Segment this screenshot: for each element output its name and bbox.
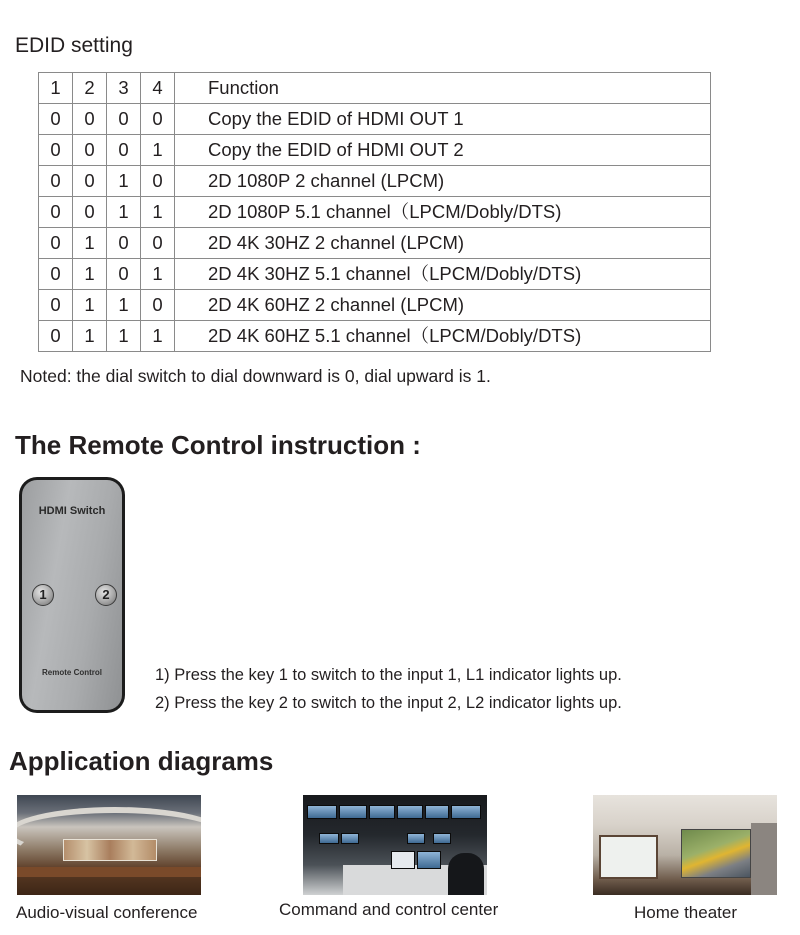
function-cell: 2D 4K 60HZ 5.1 channel（LPCM/Dobly/DTS): [175, 321, 711, 352]
bit-cell: 0: [39, 228, 73, 259]
monitor: [369, 805, 395, 819]
monitor: [407, 833, 425, 844]
edid-table: [38, 72, 711, 352]
bit-cell: 0: [107, 135, 141, 166]
function-cell: Copy the EDID of HDMI OUT 1: [175, 104, 711, 135]
column-header: 2: [73, 73, 107, 104]
function-cell: 2D 4K 60HZ 2 channel (LPCM): [175, 290, 711, 321]
bit-cell: 1: [141, 197, 175, 228]
wall-panel: [751, 823, 777, 895]
bit-cell: 0: [39, 321, 73, 352]
bit-cell: 0: [141, 290, 175, 321]
operator-silhouette: [448, 853, 484, 895]
bit-cell: 1: [107, 166, 141, 197]
remote-instruction-1: 1) Press the key 1 to switch to the input 1, L1 indicator lights up.: [155, 666, 622, 684]
bit-cell: 0: [107, 104, 141, 135]
function-cell: 2D 1080P 5.1 channel（LPCM/Dobly/DTS): [175, 197, 711, 228]
function-cell: 2D 4K 30HZ 5.1 channel（LPCM/Dobly/DTS): [175, 259, 711, 290]
column-header: 3: [107, 73, 141, 104]
bit-cell: 0: [39, 104, 73, 135]
monitor: [433, 833, 451, 844]
column-header: Function: [175, 73, 711, 104]
monitor: [397, 805, 423, 819]
bit-cell: 0: [39, 259, 73, 290]
dial-switch-note: Noted: the dial switch to dial downward is 0, dial upward is 1.: [20, 366, 491, 386]
table-row: [39, 135, 711, 166]
desktop-monitor: [417, 851, 441, 869]
bit-cell: 0: [107, 259, 141, 290]
function-cell: 2D 4K 30HZ 2 channel (LPCM): [175, 228, 711, 259]
bit-cell: 0: [73, 166, 107, 197]
column-header: 4: [141, 73, 175, 104]
remote-control-image: [19, 477, 125, 713]
table-row: [39, 197, 711, 228]
caption-audio-visual-conference: Audio-visual conference: [16, 903, 198, 922]
bit-cell: 1: [141, 321, 175, 352]
table-row: [39, 166, 711, 197]
bit-cell: 1: [141, 259, 175, 290]
monitor: [307, 805, 337, 819]
bit-cell: 0: [39, 197, 73, 228]
bit-cell: 1: [73, 321, 107, 352]
video-wall: [63, 839, 157, 861]
bit-cell: 0: [73, 104, 107, 135]
desktop-monitor: [391, 851, 415, 869]
bit-cell: 1: [107, 197, 141, 228]
remote-instruction-2: 2) Press the key 2 to switch to the input 2, L2 indicator lights up.: [155, 694, 622, 712]
remote-face: [22, 480, 122, 710]
bit-cell: 0: [107, 228, 141, 259]
monitor: [341, 833, 359, 844]
bit-cell: 0: [141, 104, 175, 135]
remote-section-title: The Remote Control instruction :: [15, 430, 421, 460]
table-row: [39, 104, 711, 135]
bit-cell: 0: [141, 228, 175, 259]
table-header-row: [39, 73, 711, 104]
bit-cell: 0: [39, 290, 73, 321]
remote-device-label: HDMI Switch: [38, 505, 106, 517]
function-cell: Copy the EDID of HDMI OUT 2: [175, 135, 711, 166]
function-cell: 2D 1080P 2 channel (LPCM): [175, 166, 711, 197]
caption-home-theater: Home theater: [634, 903, 737, 922]
bit-cell: 1: [107, 321, 141, 352]
bit-cell: 0: [73, 135, 107, 166]
monitor: [339, 805, 367, 819]
bit-cell: 1: [141, 135, 175, 166]
caption-command-and-control-center: Command and control center: [279, 900, 499, 919]
bit-cell: 1: [73, 259, 107, 290]
monitor: [319, 833, 339, 844]
bit-cell: 0: [73, 197, 107, 228]
table-row: [39, 321, 711, 352]
table-row: [39, 290, 711, 321]
applications-section-title: Application diagrams: [9, 746, 274, 776]
bit-cell: 0: [141, 166, 175, 197]
window: [599, 835, 658, 879]
control-room-photo: [303, 795, 487, 895]
table-row: [39, 259, 711, 290]
conference-room-photo: [17, 795, 201, 895]
home-theater-photo: [593, 795, 777, 895]
bit-cell: 0: [39, 135, 73, 166]
column-header: 1: [39, 73, 73, 104]
remote-key-1: 1: [32, 584, 54, 606]
monitor: [451, 805, 481, 819]
conference-table: [17, 867, 201, 877]
bit-cell: 1: [73, 228, 107, 259]
projection-screen: [681, 829, 751, 878]
bit-cell: 0: [39, 166, 73, 197]
remote-footer-label: Remote Control: [42, 668, 102, 677]
bit-cell: 1: [73, 290, 107, 321]
edid-section-title: EDID setting: [15, 34, 133, 57]
monitor: [425, 805, 449, 819]
remote-key-2: 2: [95, 584, 117, 606]
table-row: [39, 228, 711, 259]
bit-cell: 1: [107, 290, 141, 321]
